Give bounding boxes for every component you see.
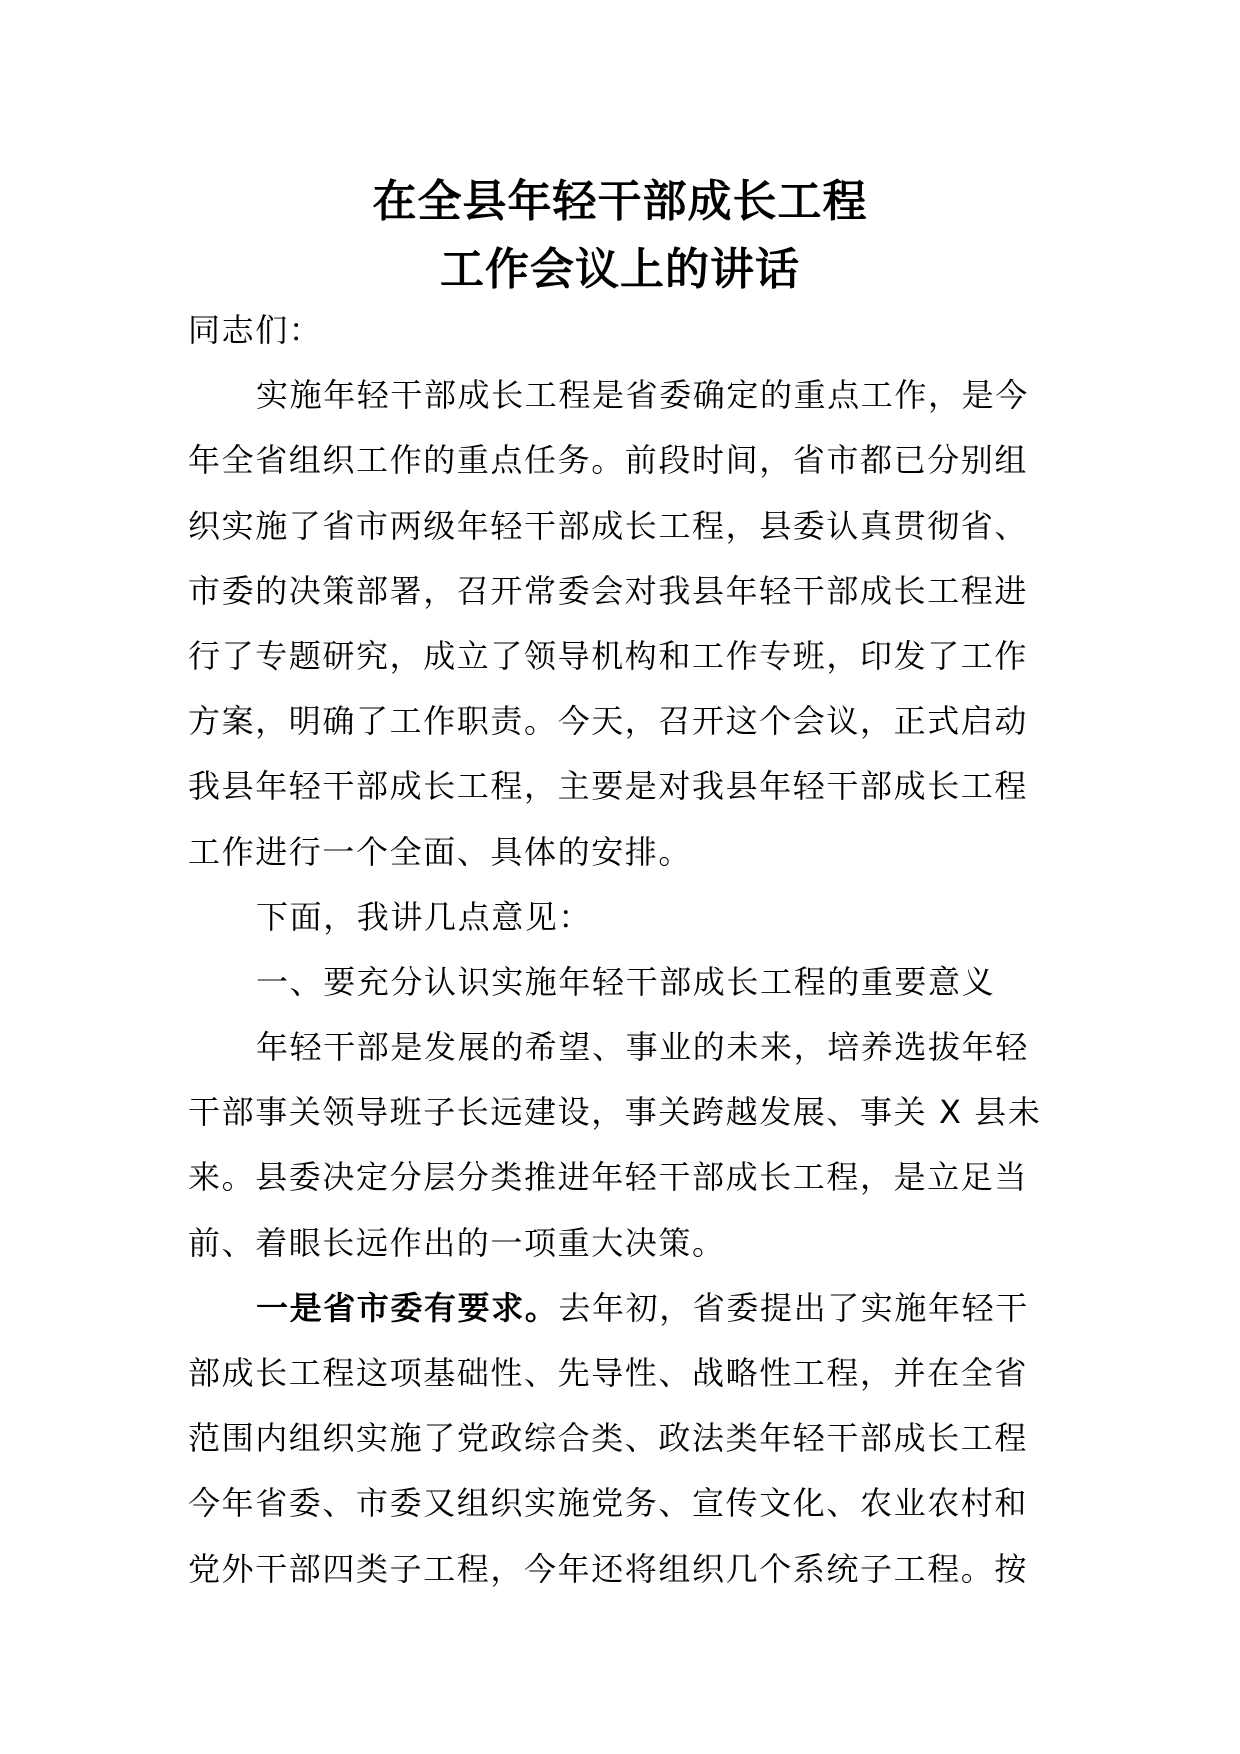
salutation: 同志们： [188, 311, 323, 349]
paragraph-line [188, 1276, 1056, 1341]
paragraph-line: 来。县委决定分层分类推进年轻干部成长工程，是立足当 [188, 1158, 1029, 1197]
paragraph-line: 年轻干部是发展的希望、事业的未来，培养选拔年轻 [256, 1028, 1029, 1067]
paragraph-line: 今年省委、市委又组织实施党务、宣传文化、农业农村和 [188, 1484, 1029, 1523]
paragraph-line: 前、着眼长远作出的一项重大决策。 [188, 1223, 726, 1262]
bold-lead: 一是省市委有要求。 [256, 1288, 559, 1327]
paragraph-line: 市委的决策部署，召开常委会对我县年轻干部成长工程进 [188, 571, 1029, 610]
document-title [0, 168, 1240, 304]
paragraph-line: 行了专题研究，成立了领导机构和工作专班，印发了工作 [188, 636, 1029, 675]
document-body [188, 298, 1056, 1602]
paragraph-line: 范围内组织实施了党政综合类、政法类年轻干部成长工程 [188, 1419, 1029, 1458]
paragraph-line-text: 去年初，省委提出了实施年轻干 [558, 1288, 1029, 1327]
paragraph-line: 我县年轻干部成长工程，主要是对我县年轻干部成长工程 [188, 767, 1029, 806]
paragraph-line: 织实施了省市两级年轻干部成长工程，县委认真贯彻省、 [188, 506, 1029, 545]
paragraph-line: 下面，我讲几点意见： [256, 897, 593, 936]
paragraph-line: 方案，明确了工作职责。今天，召开这个会议，正式启动 [188, 702, 1029, 741]
paragraph-line: 实施年轻干部成长工程是省委确定的重点工作，是今 [256, 376, 1029, 415]
title-line-2: 工作会议上的讲话 [440, 244, 800, 295]
section-heading: 一、要充分认识实施年轻干部成长工程的重要意义 [256, 962, 996, 1001]
paragraph-line: 党外干部四类子工程，今年还将组织几个系统子工程。按 [188, 1549, 1029, 1588]
paragraph-line: 部成长工程这项基础性、先导性、战略性工程，并在全省 [188, 1354, 1029, 1392]
title-line-1: 在全县年轻干部成长工程 [372, 176, 868, 227]
paragraph-line: 工作进行一个全面、具体的安排。 [188, 832, 693, 871]
paragraph-line: 年全省组织工作的重点任务。前段时间，省市都已分别组 [188, 441, 1029, 480]
paragraph-line: 干部事关领导班子长远建设，事关跨越发展、事关 X 县未 [188, 1093, 1042, 1132]
